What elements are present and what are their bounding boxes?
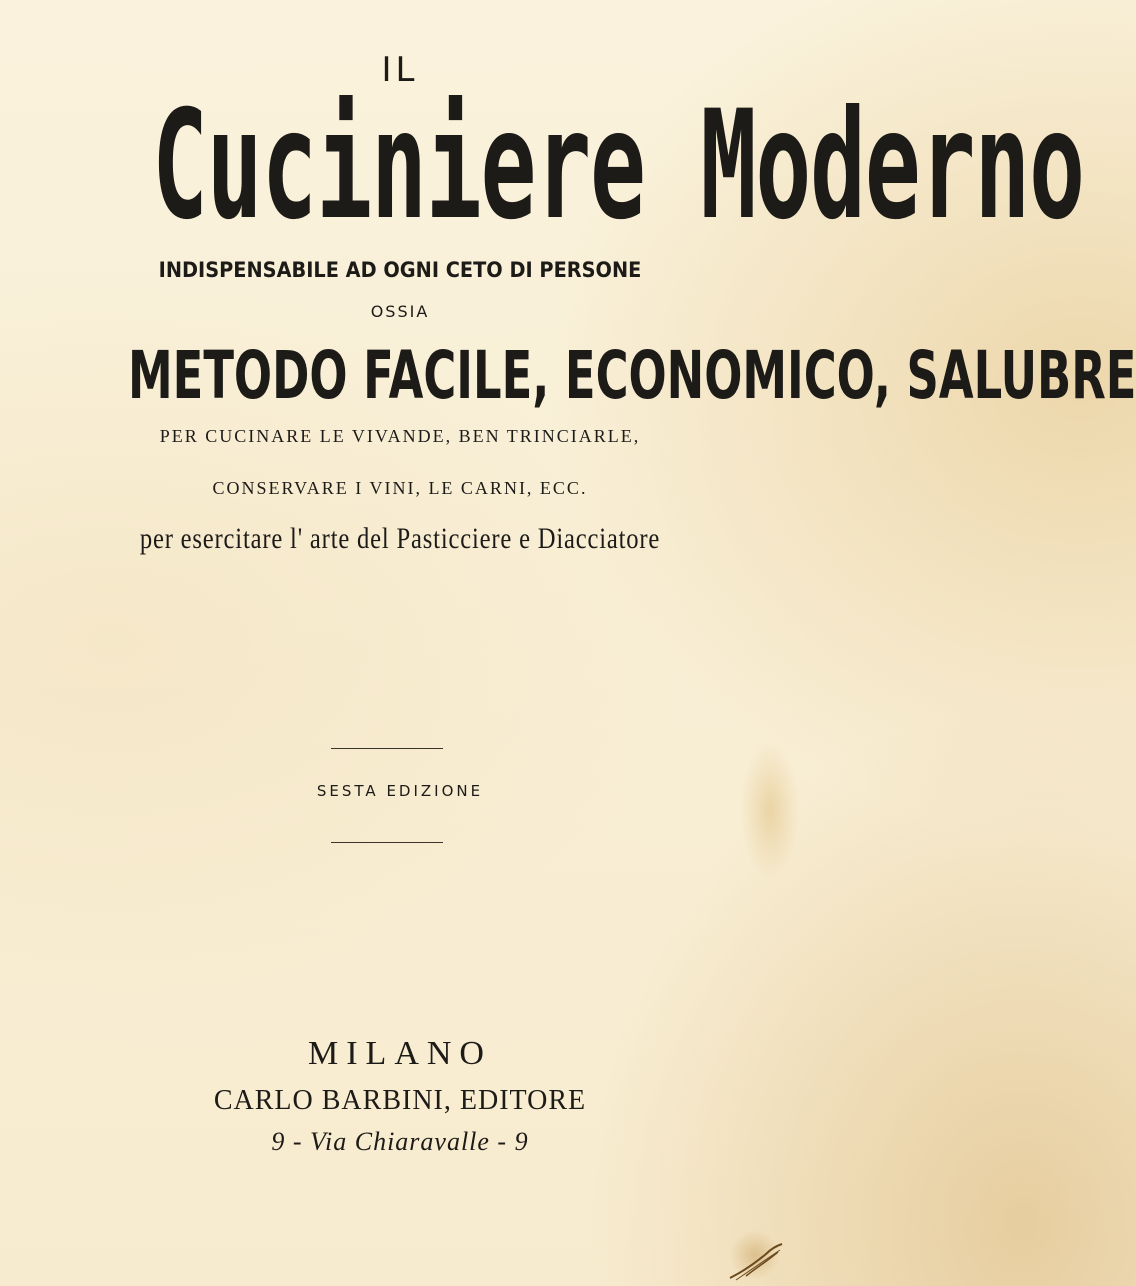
pre-title: IL: [381, 50, 419, 90]
edition-label: SESTA EDIZIONE: [316, 782, 484, 800]
method-line: METODO FACILE, ECONOMICO, SALUBRE: [128, 337, 1136, 414]
ink-scribble-icon: [726, 1242, 786, 1282]
paper-stain: [740, 740, 800, 880]
purpose-line-2: CONSERVARE I VINI, LE CARNI, ECC.: [212, 478, 588, 498]
subtitle: INDISPENSABILE AD OGNI CETO DI PERSONE: [158, 258, 642, 282]
purpose-line-1: PER CUCINARE LE VIVANDE, BEN TRINCIARLE,: [159, 426, 641, 446]
book-title: [152, 76, 1084, 256]
publisher-label: CARLO BARBINI, EDITORE: [213, 1085, 587, 1116]
city-label: MILANO: [308, 1035, 492, 1072]
ossia-label: OSSIA: [370, 302, 430, 321]
purpose-line-3: per esercitare l' arte del Pasticciere e Diacciatore: [139, 522, 661, 555]
divider-bottom: [331, 842, 443, 843]
title-word-2: Moderno: [700, 79, 1084, 253]
title-word-1: Cuciniere: [152, 79, 645, 253]
divider-top: [331, 748, 443, 749]
address-label: 9 - Via Chiaravalle - 9: [271, 1127, 529, 1156]
